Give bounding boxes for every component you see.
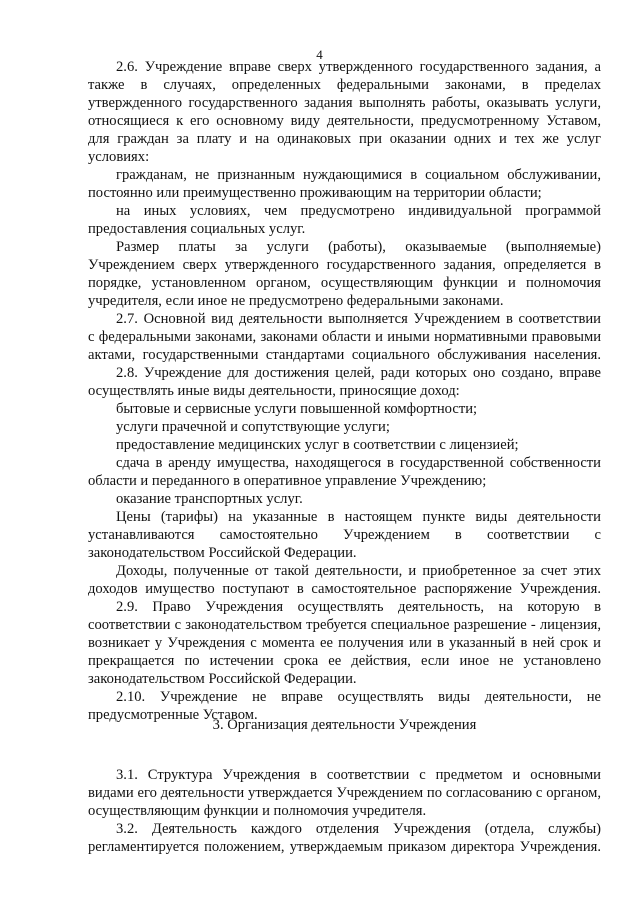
text-line: Учреждением сверх утвержденного государственного задания, определяется в xyxy=(88,257,601,273)
text-line: актами, государственными стандартами социального обслуживания населения. xyxy=(88,347,601,363)
text-line: 2.10. Учреждение не вправе осуществлять виды деятельности, не xyxy=(116,689,601,705)
section-heading: 3. Организация деятельности Учреждения xyxy=(212,717,477,733)
text-line: утвержденного государственного задания выполнять работы, оказывать услуги, xyxy=(88,95,601,111)
text-line: предусмотренные Уставом. xyxy=(88,707,258,723)
text-line: 2.9. Право Учреждения осуществлять деятельность, на которую в xyxy=(116,599,601,615)
text-line: Цены (тарифы) на указанные в настоящем пункте виды деятельности xyxy=(116,509,601,525)
text-line: видами его деятельности утверждается Учреждением по согласованию с органом, xyxy=(88,785,601,801)
text-line: на иных условиях, чем предусмотрено индивидуальной программой xyxy=(116,203,601,219)
text-line: Размер платы за услуги (работы), оказываемые (выполняемые) xyxy=(116,239,601,255)
text-line: гражданам, не признанным нуждающимися в социальном обслуживании, xyxy=(116,167,601,183)
text-line: осуществлять иные виды деятельности, приносящие доход: xyxy=(88,383,460,399)
text-line: предоставления социальных услуг. xyxy=(88,221,306,237)
text-line: 2.7. Основной вид деятельности выполняется Учреждением в соответствии xyxy=(116,311,601,327)
text-line: постоянно или преимущественно проживающим на территории области; xyxy=(88,185,542,201)
document-body xyxy=(88,58,601,724)
text-line: доходов имущество поступают в самостоятельное распоряжение Учреждения. xyxy=(88,581,601,597)
text-line: 2.6. Учреждение вправе сверх утвержденного государственного задания, а xyxy=(116,59,601,75)
text-line: относящиеся к его основному виду деятельности, предусмотренному Уставом, xyxy=(88,113,601,129)
text-line: 2.8. Учреждение для достижения целей, ради которых оно создано, вправе xyxy=(116,365,601,381)
text-line: осуществляющим функции и полномочия учредителя. xyxy=(88,803,427,819)
text-line: услуги прачечной и сопутствующие услуги; xyxy=(116,419,390,435)
text-line: 3.1. Структура Учреждения в соответствии с предметом и основными xyxy=(116,767,601,783)
text-line: возникает у Учреждения с момента ее получения или в указанный в ней срок и xyxy=(88,635,601,651)
text-line: предоставление медицинских услуг в соответствии с лицензией; xyxy=(116,437,519,453)
text-line: сдача в аренду имущества, находящегося в государственной собственности xyxy=(116,455,601,471)
text-line: с федеральными законами, законами области и иными нормативными правовыми xyxy=(88,329,601,345)
text-line: бытовые и сервисные услуги повышенной комфортности; xyxy=(116,401,478,417)
text-line: условиях: xyxy=(88,149,150,165)
text-line: области и переданного в оперативное управление Учреждению; xyxy=(88,473,487,489)
text-line: также в случаях, определенных федеральными законами, в пределах xyxy=(88,77,601,93)
text-line: законодательством Российской Федерации. xyxy=(88,671,357,687)
text-line: регламентируется положением, утверждаемым приказом директора Учреждения. xyxy=(88,839,601,855)
section-body xyxy=(88,766,601,856)
text-line: оказание транспортных услуг. xyxy=(116,491,303,507)
text-line: Доходы, полученные от такой деятельности, и приобретенное за счет этих xyxy=(116,563,601,579)
text-line: законодательством Российской Федерации. xyxy=(88,545,357,561)
page-number: 4 xyxy=(316,47,323,62)
text-line: 3.2. Деятельность каждого отделения Учреждения (отдела, службы) xyxy=(116,821,601,837)
text-line: прекращается по истечении срока ее действия, если иное не установлено xyxy=(88,653,601,669)
text-line: для граждан за плату и на одинаковых при оказании одних и тех же услуг xyxy=(88,131,601,147)
text-line: устанавливаются самостоятельно Учреждением в соответствии с xyxy=(88,527,601,543)
text-line: порядке, установленном органом, осуществляющим функции и полномочия xyxy=(88,275,601,291)
text-line: соответствии с законодательством требуется специальное разрешение - лицензия, xyxy=(88,617,601,633)
text-line: учредителя, если иное не предусмотрено федеральными законами. xyxy=(88,293,504,309)
